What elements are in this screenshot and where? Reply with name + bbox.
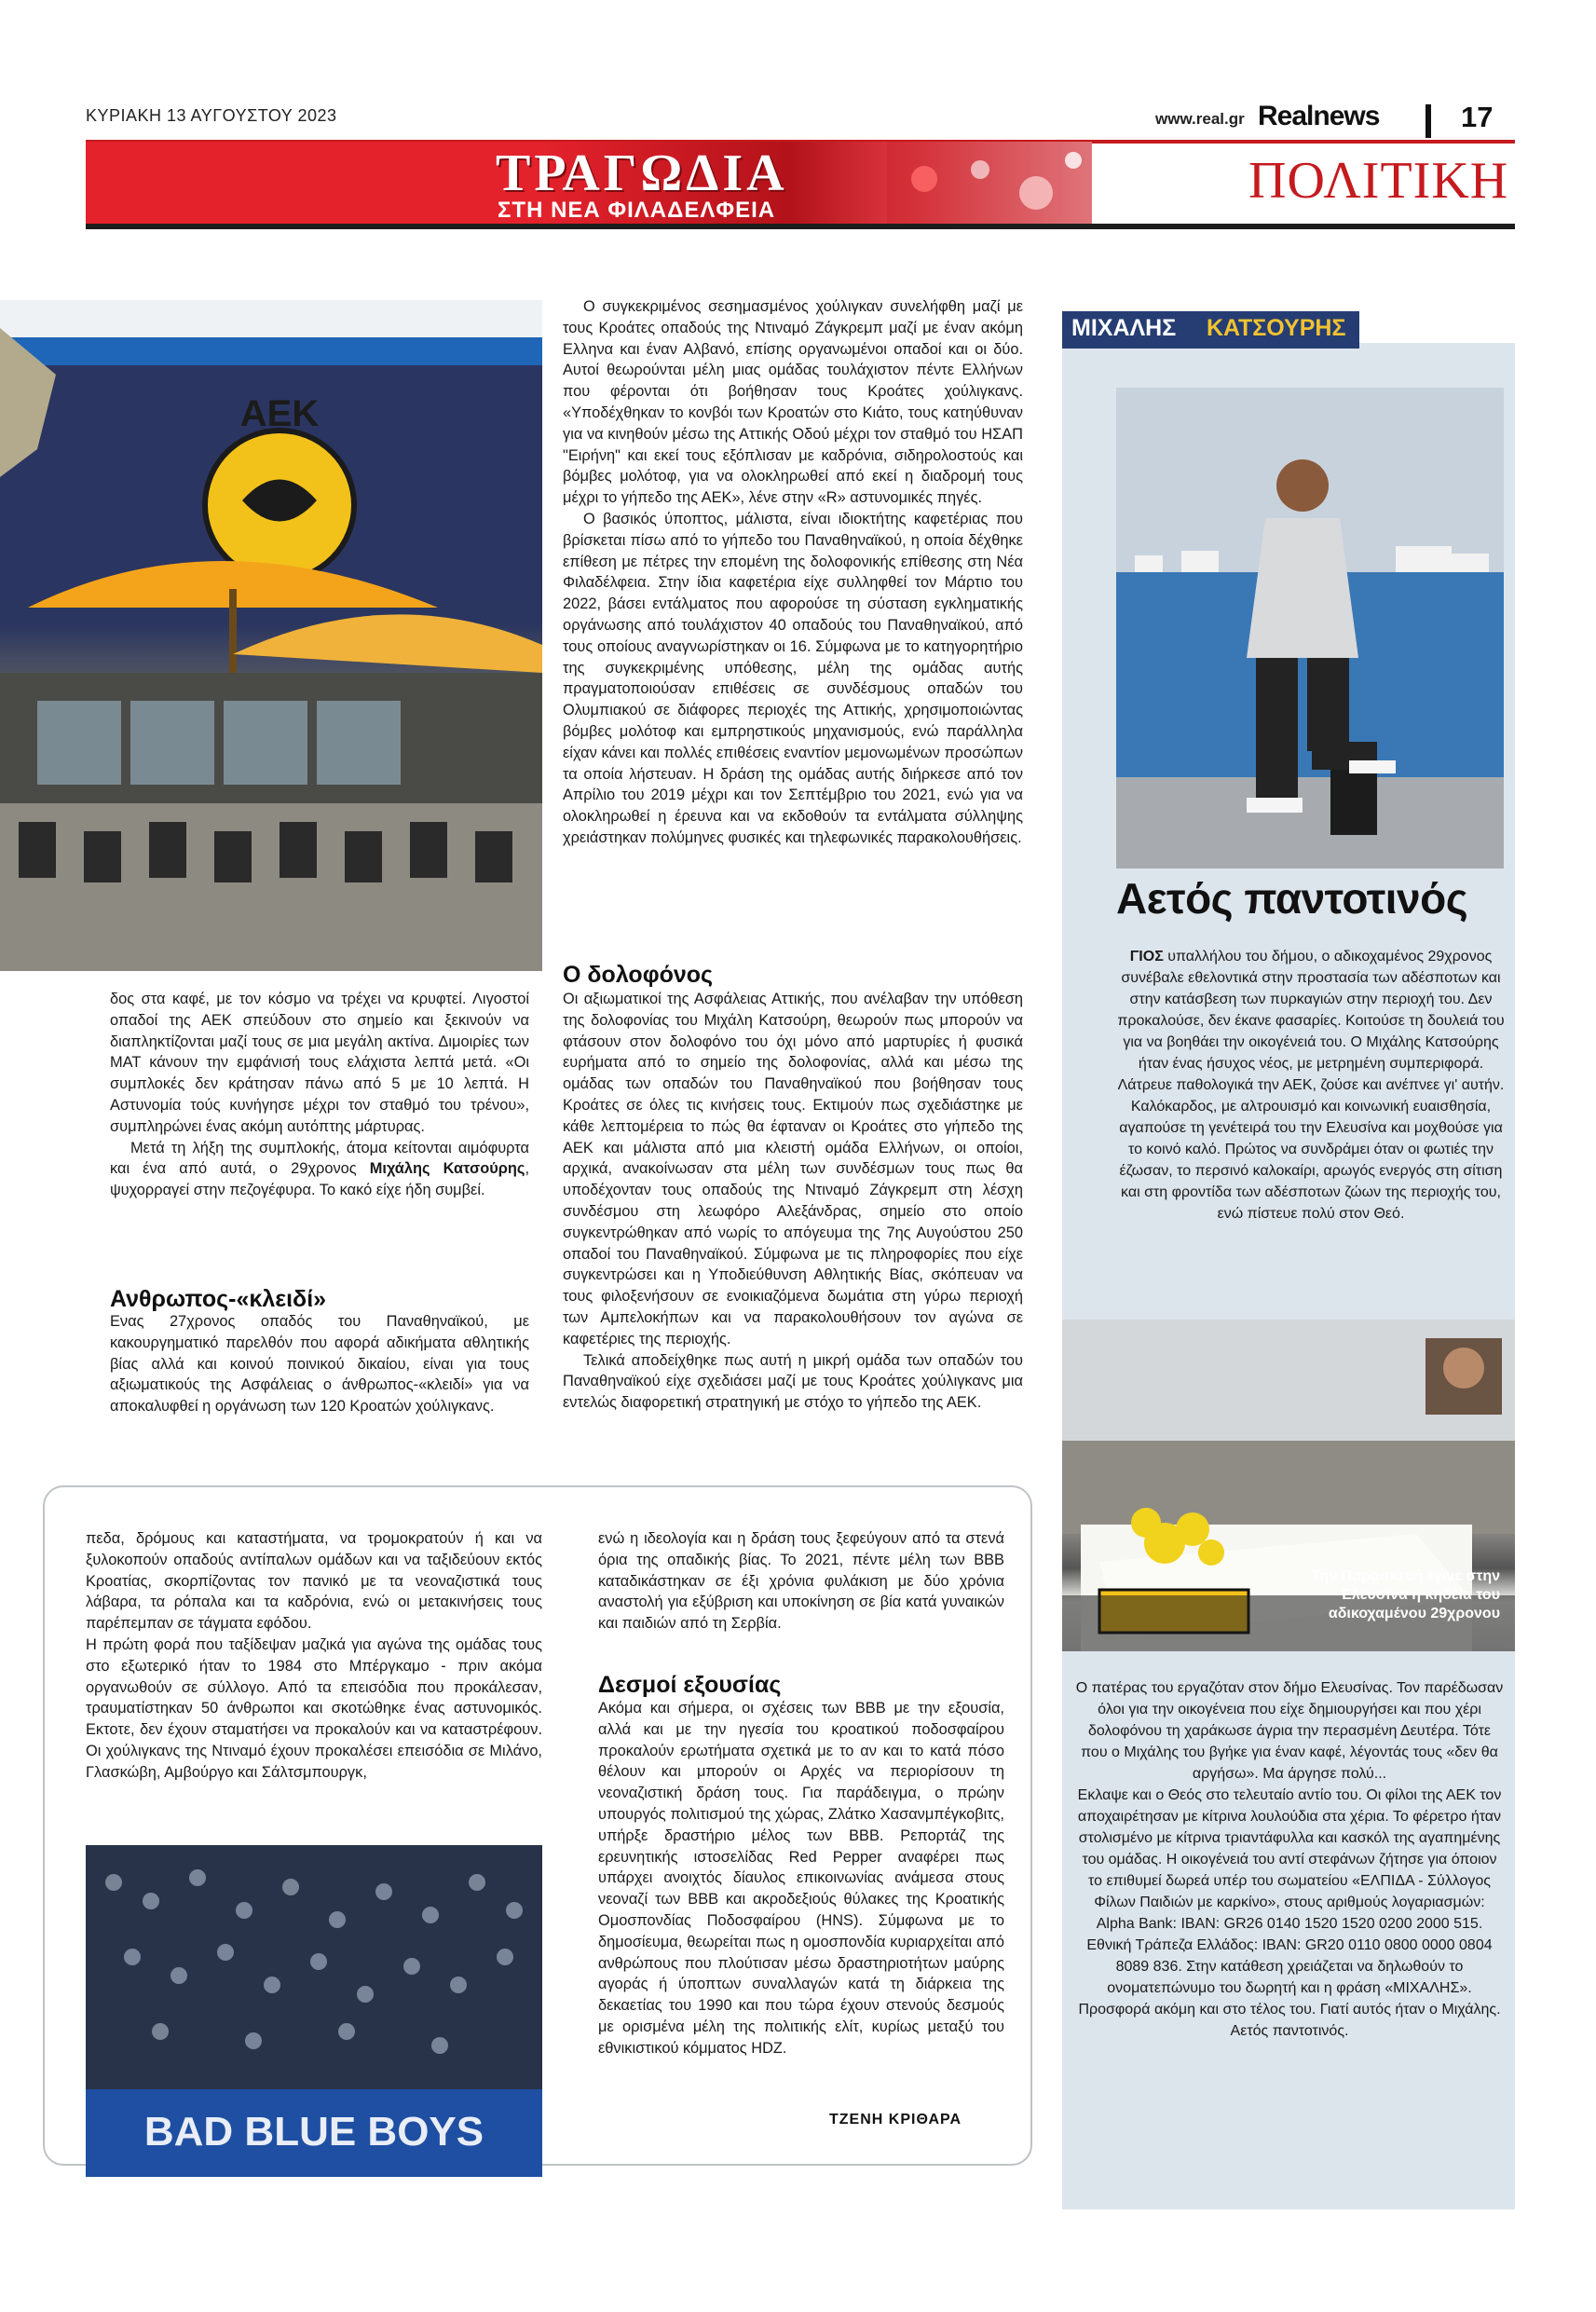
subheading: Ο δολοφόνος <box>563 962 714 988</box>
sidebar-text-continued <box>1075 1677 1504 2042</box>
box-column-right-continued <box>598 1698 1004 2059</box>
paragraph <box>110 1138 529 1201</box>
aek-logo-text: ΑΕΚ <box>239 393 320 434</box>
issue-date: ΚΥΡΙΑΚΗ 13 ΑΥΓΟΥΣΤΟΥ 2023 <box>86 106 337 125</box>
paragraph <box>1116 946 1506 1224</box>
paragraph: Οι αξιωματικοί της Ασφάλειας Αττικής, που ανέλαβαν την υπόθεση της δολοφονίας του Μιχάλη Κατσούρη, θεωρούν πως μπορούν να φτάσουν στον δολοφόνο του όχι μόνο από μαρτυρίες ή φυσικά ευρήματα από το σημείο της δολοφονίας, αλλά και μέσω της ομάδας των οπαδών του Παναθηναϊκού που βοήθησαν τους Κροάτες σε όλες τις κινήσεις τους. Εκτιμούν πως σχεδιάστηκε με κάθε λεπτομέρεια το πώς θα έφταναν οι Κροάτες στο γήπεδο της ΑΕΚ και μάλιστα από μια κλειστή ομάδα Ελλήνων, οι οποίοι, αρχικά, ανακοίνωσαν στα μέλη των συνδέσμων τους πως θα υποδέχονταν τους οπαδούς της Ντιναμό Ζάγκρεμπ στη λέσχη συνδέσμου στη λεωφόρο Αλεξάνδρας, σημείο στο οποίο συγκεντρώθηκαν από νωρίς το απόγευμα της 7ης Αυγούστου 250 οπαδοί του Παναθηναϊκού. Σύμφωνα με τις πληροφορίες που είχε συγκεντρώσει και η Υποδιεύθυνση Αθλητικής Βίας, σκόπευαν να τους φιλοξενήσουν σε ενοικιαζόμενα δωμάτια στη γύρω περιοχή των Αμπελοκήπων και να παρακολουθήσουν τον αγώνα σε καφετέριες της περιοχής. <box>563 991 1023 1348</box>
sidebar-tag-first-name: ΜΙΧΑΛΗΣ <box>1071 315 1177 341</box>
subheading: Ανθρωπος-«κλειδί» <box>110 1286 327 1312</box>
paragraph: Η πρώτη φορά που ταξίδεψαν μαζικά για αγώνα της ομάδας τους στο εξωτερικό ήταν το 1984 στο Μπέργκαμο - πριν ακόμα οργανωθούν σε σύλλογο. Από τα επεισόδια που προκάλεσαν, τραυματίστηκαν 50 άνθρωποι και σκοτώθηκε ένας αστυνομικός. Εκτοτε, δεν έχουν σταματήσει να προκαλούν και να καταστρέφουν. Οι χούλιγκανς της Ντιναμό έχουν προκαλέσει επεισόδια σε Μιλάνο, Γλασκώβη, Αμβούργο και Σάλτσμπουργκ, <box>86 1635 542 1781</box>
lead-word: ΓΙΟΣ <box>1129 949 1164 964</box>
croatian-fans-photo <box>86 1845 542 2177</box>
portrait-illustration <box>1116 388 1504 869</box>
paragraph: πεδα, δρόμους και καταστήματα, να τρομοκρατούν ή και να ξυλοκοπούν οπαδούς αντίπαλων ομάδων και να ταξιδεύουν εκτός Κροατίας, σκορπίζοντας τον πανικό με τα νεοναζιστικά τους λάβαρα, τα ρόπαλα και τα καδρόνια, ενώ οι μετακινήσεις τους παρέπεμπαν σε τάγματα εφόδου. <box>86 1530 542 1633</box>
paragraph-text: , ψυχορραγεί στην πεζογέφυρα. Το κακό είχε ήδη συμβεί. <box>110 1160 529 1199</box>
sidebar-text <box>1116 946 1506 1224</box>
story-banner <box>86 142 1092 226</box>
header-separator <box>1425 104 1431 138</box>
section-title: ΠΟΛΙΤΙΚΗ <box>1248 152 1509 210</box>
site-url[interactable]: www.real.gr <box>1155 110 1245 128</box>
aek-stadium-photo <box>0 300 542 971</box>
article-column-left-continued <box>110 1311 529 1417</box>
banner-subtitle: ΣΤΗ ΝΕΑ ΦΙΛΑΔΕΛΦΕΙΑ <box>498 198 776 223</box>
brand-logo: Realnews <box>1258 101 1380 131</box>
fans-illustration <box>86 1845 542 2177</box>
paragraph: Ο πατέρας του εργαζόταν στον δήμο Ελευσίνας. Τον παρέδωσαν όλοι για την οικογένεια που είχε δημιουργήσει και που χέρι δολοφόνου τη χαράκωσε άγρια την περασμένη Δευτέρα. Τότε που ο Μιχάλης του βγήκε για έναν καφέ, λέγοντάς τους «δεν θα αργήσω». Μα άργησε πολύ... <box>1075 1680 1504 1782</box>
paragraph: δος στα καφέ, με τον κόσμο να τρέχει να κρυφτεί. Λιγοστοί οπαδοί της ΑΕΚ σπεύδουν στο σημείο και ξεκινούν να διαπληκτίζονται μαζί τους σε μια μεγάλη ακτίνα. Διμοιρίες των ΜΑΤ κάνουν την εμφάνισή τους ελάχιστα λεπτά μετά. «Οι συμπλοκές δεν κράτησαν πάνω από 5 με 10 λεπτά. Η Αστυνομία τούς κυνήγησε μέχρι τον σταθμό του τρένου», συμπληρώνει ένας ακόμη αυτόπτης μάρτυρας. <box>110 991 529 1135</box>
fans-banner-text: BAD BLUE BOYS <box>143 2109 484 2155</box>
paragraph: ενώ η ιδεολογία και η δράση τους ξεφεύγουν από τα στενά όρια της οπαδικής βίας. Το 2021, πέντε μέλη των BBB καταδικάστηκαν σε έξι χρόνια φυλάκιση με δύο χρόνια αναστολή για εξύβριση και υποκίνηση σε βία κατά γυναικών και παιδιών από τη Σερβία. <box>598 1530 1004 1633</box>
paragraph-text: Μετά τη λήξη της συμπλοκής, άτομα κείτονται αιμόφυρτα και ένα από αυτά, ο 29χρονος <box>110 1139 529 1178</box>
article-column-middle <box>563 296 1023 849</box>
paragraph: Ενας 27χρονος οπαδός του Παναθηναϊκού, με κακουργηματικό παρελθόν που αφορά αδικήματα αθλητικής βίας αλλά και κοινού ποινικού δικαίου, είναι για τους αξιωματικούς της Ασφάλειας ο άνθρωπος-«κλειδί» για να αποκαλυφθεί η οργάνωση των 120 Κροατών χούλιγκανς. <box>110 1313 529 1416</box>
sidebar-headline: Αετός παντοτινός <box>1116 874 1468 923</box>
subheading: Δεσμοί εξουσίας <box>598 1672 782 1698</box>
paragraph: Ακόμα και σήμερα, οι σχέσεις των BBB με την εξουσία, αλλά και με την ηγεσία του κροατικού ποδοσφαίρου προκαλούν ερωτήματα σχετικά με το αν και το κατά πόσο θέλουν και μπορούν οι Αρχές να περιορίσουν τη νεοναζιστική δράση τους. Για παράδειγμα, ο πρώην υπουργός πολιτισμού της χώρας, Ζλάτκο Χασανμπέγκοβιτς, υπήρξε δραστήριο μέλος των BBB. Ρεπορτάζ της ερευνητικής ιστοσελίδας Red Pepper αναφέρει πως υπάρχει ανοιχτός δίαυλος επικοινωνίας ανάμεσα στους νεοναζί των BBB και ακροδεξιούς θύλακες της Κροατικής Ομοσπονδίας Ποδοσφαίρου (HNS). Σύμφωνα με το δημοσίευμα, θεωρείται πως η ομοσπονδία κυριαρχείται από ανθρώπους που πλούτισαν μέσω δραστηριοτήτων μαύρης αγοράς ή ύποπτων συναλλαγών κατά τη διάρκεια της δεκαετίας του 1990 και που τώρα έχουν στενούς δεσμούς με ορισμένα μέλη της πολιτικής ελίτ, κυρίως μεταξύ του εθνικιστικού κόμματος HDZ. <box>598 1700 1004 2057</box>
paragraph: Ο βασικός ύποπτος, μάλιστα, είναι ιδιοκτήτης καφετέριας που βρίσκεται πίσω από το γήπεδο του Παναθηναϊκού, η οποία δέχθηκε επίθεση με πέτρες την επομένη της δολοφονικής επίθεσης στη Νέα Φιλαδέλφεια. Στην ίδια καφετέρια είχε συλληφθεί τον Μάρτιο του 2022, βάσει εντάλματος που αφορούσε τη σύσταση εγκληματικής οργάνωσης από τουλάχιστον 40 οπαδούς του Παναθηναϊκού, από τους οποίους αναγνωρίστηκαν οι 16. Σύμφωνα με το κατηγορητήριο της συγκεκριμένης υπόθεσης, μέλη της ομάδας αυτής πραγματοποιούσαν επιθέσεις σε συνδέσμους οπαδών του Ολυμπιακού σε διάφορες περιοχές της Αττικής, χρησιμοποιώντας βόμβες μολότοφ και εμπρηστικούς μηχανισμούς, ενώ παράλληλα είχαν κάνει και πολλές επιθέσεις εναντίον μεμονωμένων προσώπων τα οποία λήστευαν. Η δράση της ομάδας αυτής διήρκεσε από τον Απρίλιο του 2019 μέχρι και τον Σεπτέμβριο του 2021, ενώ για να ολοκληρωθεί η έρευνα και να εκδοθούν τα εντάλματα σύλληψης χρειάστηκαν πολύμηνες φυσικές και τηλεφωνικές παρακολουθήσεις. <box>563 510 1023 846</box>
victim-portrait-photo <box>1116 388 1504 869</box>
header-bottom-rule <box>86 224 1515 229</box>
author-byline: ΤΖΕΝΗ ΚΡΙΘΑΡΑ <box>829 2112 962 2127</box>
box-column-left <box>86 1528 542 1784</box>
paragraph: Εκλαψε και ο Θεός στο τελευταίο αντίο του. Οι φίλοι της ΑΕΚ τον αποχαιρέτησαν με κίτρινα λουλούδια στα χέρια. Το φέρετρο ήταν στολισμένο με κίτρινα τριαντάφυλλα και κασκόλ της αγαπημένης του ομάδας. Η οικογένειά του αντί στεφάνων ζήτησε για όποιον το επιθυμεί δωρεά υπέρ του σωματείου «ΕΛΠΙΔΑ - Σύλλογος Φίλων Παιδιών με καρκίνο», στους αριθμούς λογαριασμών: Alpha Bank: IBAN: GR26 0140 1520 1520 0200 2000 515. Εθνική Τράπεζα Ελλάδος: IBAN: GR20 0110 0800 0000 0804 8089 836. Στην κατάθεση χρειάζεται να δηλωθούν το ονοματεπώνυμο του δωρητή και η φράση «ΜΙΧΑΛΗΣ». Προσφορά ακόμη και στο τέλος του. Γιατί αυτός ήταν ο Μιχάλης. Αετός παντοτινός. <box>1077 1787 1502 2039</box>
article-column-left <box>110 989 529 1201</box>
article-column-middle-continued <box>563 989 1023 1414</box>
sidebar-tag-last-name: ΚΑΤΣΟΥΡΗΣ <box>1207 315 1346 341</box>
banner-title: ΤΡΑΓΩΔΙΑ <box>496 144 788 202</box>
paragraph: Τελικά αποδείχθηκε πως αυτή η μικρή ομάδα των οπαδών του Παναθηναϊκού είχε σχεδιάσει μαζί με τους Κροάτες χούλιγκανς μια εντελώς διαφορετική στρατηγική με στόχο το γήπεδο της ΑΕΚ. <box>563 1351 1023 1412</box>
aek-stadium-illustration <box>0 300 542 971</box>
paragraph-text: υπαλλήλου του δήμου, ο αδικοχαμένος 29χρονος συνέβαλε εθελοντικά στην προστασία των αδέσποτων και στην κατάσβεση των πυρκαγιών στην περιοχή του. Δεν προκαλούσε, δεν έκανε φασαρίες. Κοιτούσε τη δουλειά του για να βοηθάει την οικογένειά του. Ο Μιχάλης Κατσούρης ήταν ένας ήσυχος νέος, με μετρημένη συμπεριφορά. Λάτρευε παθολογικά την ΑΕΚ, ζούσε και ανέπνεε γι' αυτήν. Καλόκαρδος, με αλτρουισμό και κοινωνική ευαισθησία, αγαπούσε τη γενέτειρά του την Ελευσίνα και μοχθούσε για το κοινό καλό. Πρώτος να συνδράμει όταν οι φωτιές την έζωσαν, το περσινό καλοκαίρι, αρωγός ενεργός στη σίτιση και στη φροντίδα των αδέσποτων ζώων της περιοχής του, ενώ πίστευε πολύ στον Θεό. <box>1117 949 1505 1222</box>
funeral-photo-caption: Την Παρασκευή έγινε στην Ελευσίνα η κηδεία του αδικοχαμένου 29χρονου <box>1311 1568 1500 1621</box>
paragraph: Ο συγκεκριμένος σεσημασμένος χούλιγκαν συνελήφθη μαζί με τους Κροάτες οπαδούς της Ντιναμό Ζάγκρεμπ μαζί με έναν ακόμη Ελληνα και έναν Αλβανό, επίσης οργανωμένοι οπαδοί και οι δύο. Αυτοί θεωρούνται μέλη μιας ομάδας τουλάχιστον πέντε Ελλήνων που φέρονται ότι βοήθησαν τους Κροάτες χούλιγκανς. «Υποδέχθηκαν το κονβόι των Κροατών στο Κιάτο, τους κατηύθυναν για να κινηθούν μέσω της Αττικής Οδού μέχρι τον σταθμό του ΗΣΑΠ "Ειρήνη" και εκεί τους εξόπλισαν με καδρόνια, σιδηρολοστούς και βόμβες μολότοφ, για να ολοκληρωθεί από εκεί η διαδρομή τους μέχρι το γήπεδο της ΑΕΚ», λένε στην «R» αστυνομικές πηγές. <box>563 298 1023 507</box>
victim-name: Μιχάλης Κατσούρης <box>369 1160 525 1178</box>
page-number: 17 <box>1461 101 1494 133</box>
box-column-right <box>598 1528 1004 1635</box>
